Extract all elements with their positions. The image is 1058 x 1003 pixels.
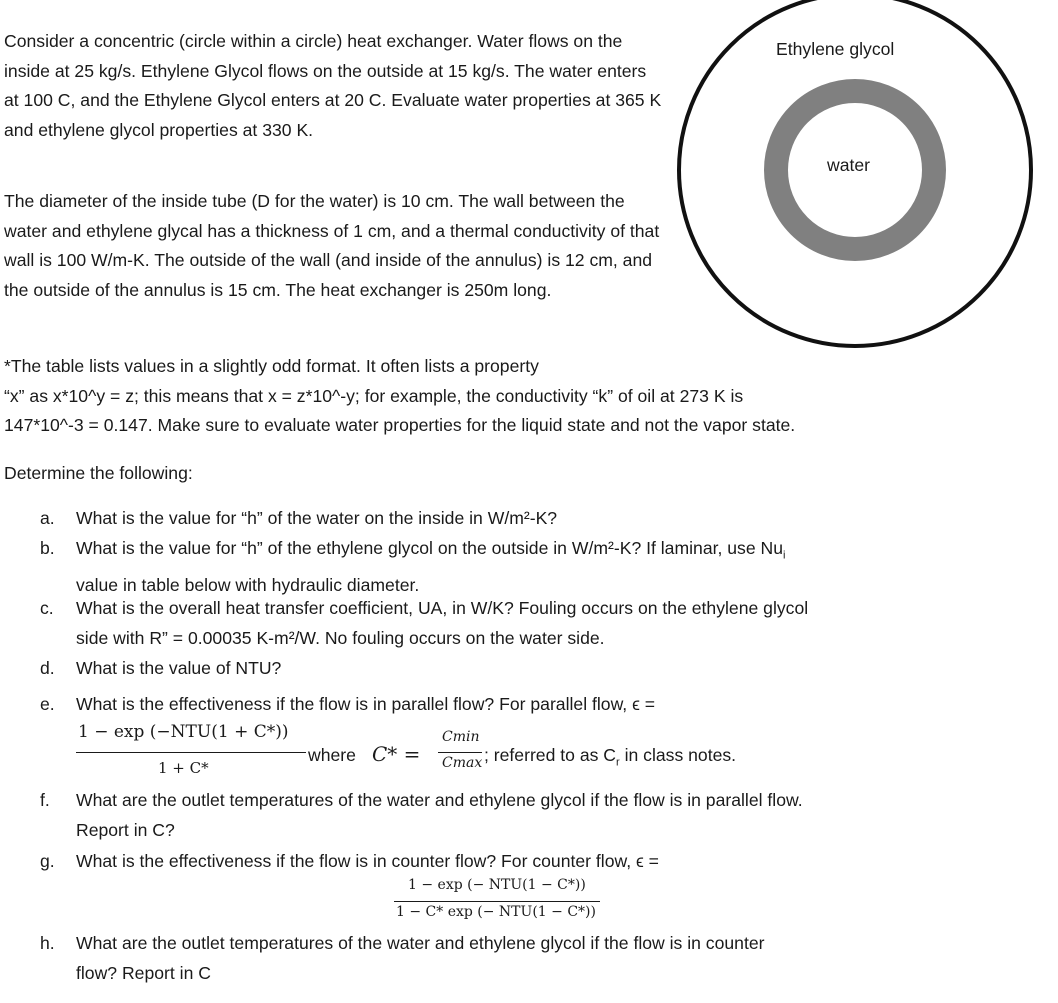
question-c-line1: What is the overall heat transfer coefficient, UA, in W/K? Fouling occurs on the ethylene glycol	[76, 598, 809, 618]
question-h	[40, 929, 1040, 988]
parallel-formula-numerator: 1 − exp (−NTU(1 + C*))	[78, 722, 289, 742]
parallel-formula-bar	[76, 752, 306, 753]
question-b-label: b.	[40, 538, 55, 558]
section-header-cut	[0, 0, 260, 4]
cstar-denominator: Cmax	[442, 755, 483, 771]
counter-formula-denominator: 1 − C* exp (− NTU(1 − C*))	[396, 904, 596, 920]
question-c	[40, 594, 1040, 653]
question-b-sub: i	[783, 549, 786, 562]
geometry-paragraph: The diameter of the inside tube (D for the water) is 10 cm. The wall between the water and ethylene glycal has a thickness of 1 cm, and a thermal conductivity of that wall is 100 W/m-K. The outside of the wall (and inside of the annulus) is 12 cm, and the outside of the annulus is 15 cm. The heat exchanger is 250m long.	[4, 191, 660, 300]
where-text: where	[308, 745, 356, 765]
parallel-formula-denominator: 1 + C*	[158, 759, 209, 777]
cr-note-end: in class notes.	[619, 745, 737, 765]
question-f-label: f.	[40, 790, 50, 810]
question-g-text: What is the effectiveness if the flow is in counter flow? For counter flow, ϵ =	[76, 851, 659, 871]
question-b-line2: value in table below with hydraulic diameter.	[76, 575, 420, 596]
heat-exchanger-diagram	[668, 0, 1056, 350]
counter-formula-bar	[394, 901, 600, 902]
intro-paragraph: Consider a concentric (circle within a circle) heat exchanger. Water flows on the inside at 25 kg/s. Ethylene Glycol flows on the outside at 15 kg/s. The water enters at 100 C, and the Ethylene Glycol enters at 20 C. Evaluate water properties at 365 K and ethylene glycol properties at 330 K.	[4, 31, 662, 140]
parallel-effectiveness-formula	[76, 722, 306, 782]
note-line-3: 147*10^-3 = 0.147. Make sure to evaluate water properties for the liquid state and not the vapor state.	[4, 415, 796, 435]
question-h-line2: flow? Report in C	[76, 962, 211, 983]
question-d-text: What is the value of NTU?	[76, 658, 282, 678]
water-label: water	[827, 155, 871, 175]
question-e-label: e.	[40, 694, 55, 714]
note-line-2: “x” as x*10^y = z; this means that x = z*10^-y; for example, the conductivity “k” of oil at 273 K is	[4, 385, 744, 406]
cstar-bar	[438, 752, 482, 753]
question-a-text: What is the value for “h” of the water on the inside in W/m²-K?	[76, 508, 558, 528]
question-g	[40, 847, 1040, 877]
determine-heading: Determine the following:	[4, 463, 193, 483]
question-h-label: h.	[40, 933, 55, 953]
cr-note	[484, 745, 736, 769]
question-a-label: a.	[40, 508, 55, 528]
question-b-line1: What is the value for “h” of the ethylene glycol on the outside in W/m²-K? If laminar, use Nu	[76, 538, 784, 558]
cstar-numerator: Cmin	[442, 729, 480, 745]
ethylene-glycol-label: Ethylene glycol	[776, 39, 895, 59]
question-c-label: c.	[40, 598, 54, 618]
question-c-line2: side with R” = 0.00035 K-m²/W. No fouling occurs on the water side.	[76, 627, 605, 648]
question-f-line1: What are the outlet temperatures of the water and ethylene glycol if the flow is in parallel flow.	[76, 790, 803, 810]
cr-note-sub: r	[616, 756, 620, 769]
note-line-1: *The table lists values in a slightly odd format. It often lists a property	[4, 356, 539, 376]
table-note	[4, 352, 1054, 441]
cstar-symbol: C* =	[372, 742, 421, 766]
counter-effectiveness-formula	[394, 877, 602, 927]
question-e	[40, 690, 1040, 720]
question-b	[40, 534, 1040, 601]
question-d-label: d.	[40, 658, 55, 678]
cstar-fraction	[438, 729, 484, 785]
question-a	[40, 504, 1040, 534]
question-d	[40, 654, 1040, 684]
cr-note-text: ; referred to as C	[484, 745, 617, 765]
question-h-line1: What are the outlet temperatures of the water and ethylene glycol if the flow is in counter	[76, 933, 765, 953]
counter-formula-numerator: 1 − exp (− NTU(1 − C*))	[408, 877, 586, 893]
question-f	[40, 786, 1040, 845]
question-f-line2: Report in C?	[76, 819, 175, 840]
question-e-text: What is the effectiveness if the flow is in parallel flow? For parallel flow, ϵ =	[76, 694, 656, 714]
question-g-label: g.	[40, 851, 55, 871]
